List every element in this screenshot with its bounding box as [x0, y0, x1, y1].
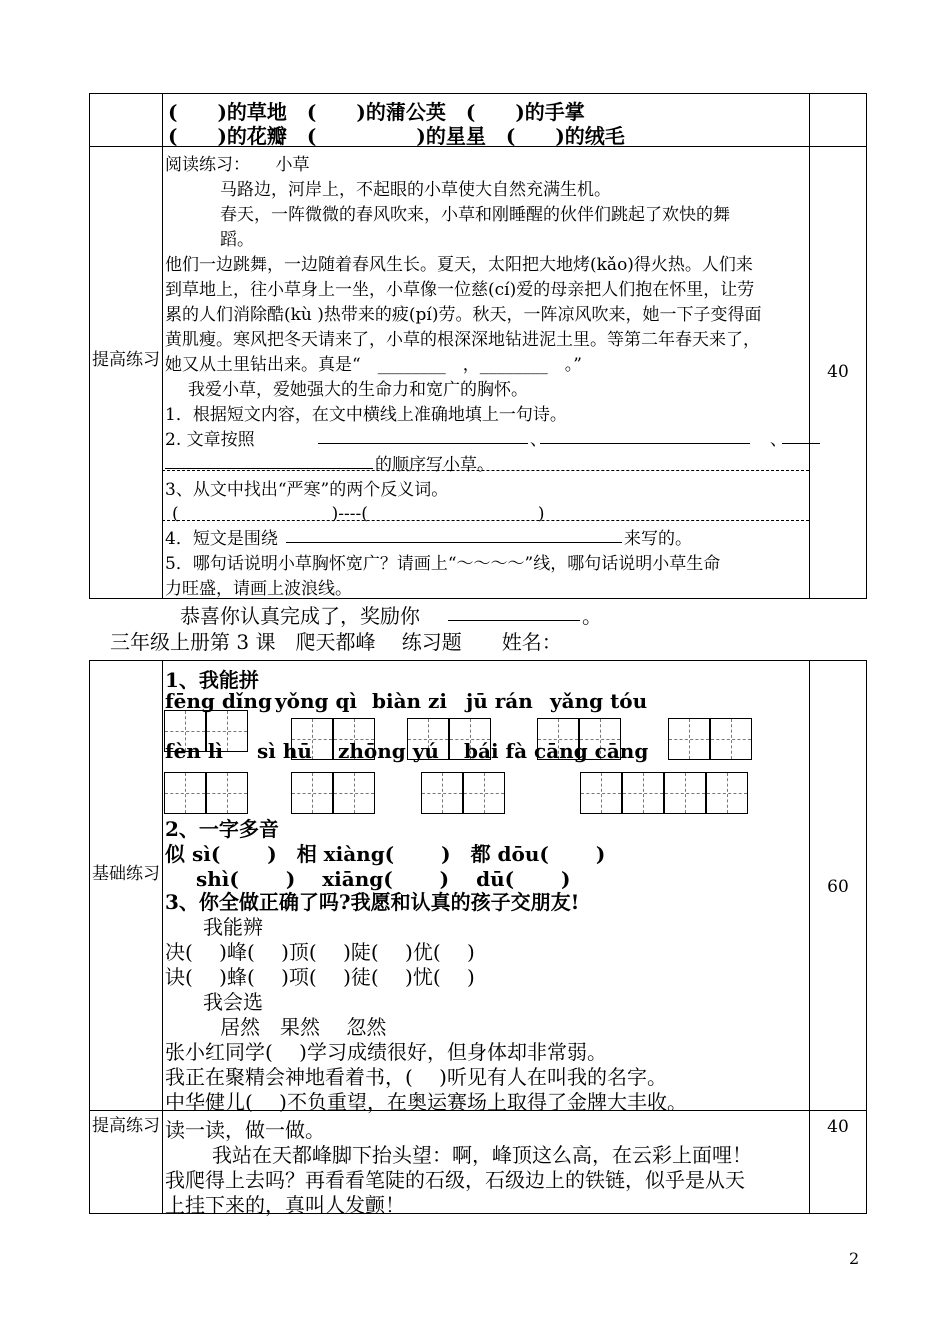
score-value: 40 — [827, 1117, 849, 1137]
writing-box[interactable] — [333, 772, 375, 814]
reading-passage: 我站在天都峰脚下抬头望：啊，峰顶这么高，在云彩上面哩！ — [212, 1143, 752, 1167]
divider — [162, 520, 809, 522]
page-number: 2 — [849, 1249, 860, 1268]
reading-passage: 上挂下来的，真叫人发颤！ — [165, 1193, 405, 1217]
writing-box[interactable] — [622, 772, 664, 814]
polyphone-row: 似 sì( ) 相 xiàng( ) 都 dōu( ) — [165, 842, 606, 866]
passage-paragraph: 马路边，河岸上，不起眼的小草使大自然充满生机。 — [220, 180, 611, 200]
question-2-suffix: 的顺序写小草。 — [375, 455, 494, 475]
lesson-title: 三年级上册第 3 课 爬天都峰 练习题 姓名： — [110, 630, 562, 654]
question-4-prefix: 4．短文是围绕 — [165, 529, 278, 549]
answer-blank[interactable] — [165, 450, 373, 469]
pinyin-item: yǒng qì — [275, 689, 358, 713]
pinyin-item: fèn lì — [165, 739, 224, 763]
passage-paragraph: 春天，一阵微微的春风吹来，小草和刚睡醒的伙伴们跳起了欢快的舞 — [220, 205, 730, 225]
writing-box[interactable] — [580, 772, 622, 814]
row-label-advanced: 提高练习 — [92, 350, 160, 370]
question-2-prefix: 2. 文章按照 — [165, 430, 255, 450]
question-1: 1．根据短文内容，在文中横线上准确地填上一句诗。 — [165, 405, 567, 425]
writing-box[interactable] — [164, 772, 206, 814]
writing-box[interactable] — [291, 772, 333, 814]
writing-box[interactable] — [668, 718, 710, 760]
adjective-fill-line-1: ( )的草地 ( )的蒲公英 ( )的手掌 — [168, 100, 585, 124]
writing-box[interactable] — [664, 772, 706, 814]
passage-paragraph: 到草地上，往小草身上一坐，小草像一位慈(cí)爱的母亲把人们抱在怀里，让劳 — [165, 280, 755, 300]
separator: 、 — [530, 430, 547, 450]
pinyin-item: fēng dǐng — [165, 689, 272, 713]
row-label-advanced: 提高练习 — [92, 1116, 160, 1136]
writing-box[interactable] — [206, 772, 248, 814]
pinyin-item: yǎng tóu — [550, 689, 648, 713]
choice-sentence: 中华健儿( )不负重望，在奥运赛场上取得了金牌大丰收。 — [165, 1090, 687, 1114]
pinyin-item: jū rán — [466, 689, 533, 713]
answer-blank[interactable] — [318, 425, 528, 444]
congrats-text: 恭喜你认真完成了，奖励你 — [180, 604, 420, 628]
reading-passage: 我爬得上去吗？再看看笔陡的石级，石级边上的铁链，似乎是从天 — [165, 1168, 745, 1192]
question-3-blank[interactable]: ( )----( ) — [172, 504, 545, 524]
distinguish-row: 决( )峰( )顶( )陡( )优( ) — [165, 940, 475, 964]
choice-words: 居然 果然 忽然 — [220, 1015, 387, 1039]
passage-paragraph: 黄肌瘦。寒风把冬天请来了，小草的根深深地钻进泥土里。等第二年春天来了， — [165, 330, 760, 350]
answer-blank[interactable] — [286, 524, 622, 543]
reading-task-title: 读一读，做一做。 — [165, 1118, 325, 1142]
pinyin-item: sì hū — [257, 739, 312, 763]
separator: 、 — [770, 430, 787, 450]
writing-box[interactable] — [463, 772, 505, 814]
writing-box[interactable] — [710, 718, 752, 760]
adjective-fill-line-2: ( )的花瓣 ( )的星星 ( )的绒毛 — [168, 124, 625, 148]
section-2-title: 2、一字多音 — [165, 817, 279, 841]
question-3: 3、从文中找出“严寒”的两个反义词。 — [165, 480, 449, 500]
reading-heading: 阅读练习： 小草 — [165, 155, 310, 175]
answer-blank[interactable] — [540, 425, 750, 444]
score-value: 60 — [827, 877, 849, 897]
divider — [162, 470, 809, 472]
distinguish-title: 我能辨 — [203, 915, 263, 939]
passage-paragraph: 她又从土里钻出来。真是“ ________ ，________ 。” — [165, 355, 582, 375]
pinyin-item: biàn zi — [372, 689, 447, 713]
distinguish-row: 诀( )蜂( )项( )徒( )忧( ) — [165, 965, 475, 989]
pinyin-item: bái fà cāng cāng — [464, 739, 649, 763]
polyphone-row: shì( ) xiāng( ) dū( ) — [196, 867, 571, 891]
row-label-basic: 基础练习 — [92, 864, 160, 884]
question-5: 力旺盛，请画上波浪线。 — [165, 579, 352, 599]
choose-title: 我会选 — [203, 990, 263, 1014]
passage-paragraph: 我爱小草，爱她强大的生命力和宽广的胸怀。 — [188, 380, 528, 400]
answer-blank[interactable] — [782, 425, 820, 444]
section-3-title: 3、你全做正确了吗?我愿和认真的孩子交朋友! — [165, 890, 580, 914]
question-4-suffix: 来写的。 — [624, 529, 692, 549]
choice-sentence: 我正在聚精会神地看着书，( )听见有人在叫我的名字。 — [165, 1065, 667, 1089]
reward-blank[interactable] — [448, 602, 580, 621]
score-value: 40 — [827, 362, 849, 382]
passage-paragraph: 累的人们消除酷(kù )热带来的疲(pí)劳。秋天，一阵凉风吹来，她一下子变得面 — [165, 305, 762, 325]
question-5: 5．哪句话说明小草胸怀宽广？请画上“～～～～”线，哪句话说明小草生命 — [165, 554, 721, 574]
passage-paragraph: 蹈。 — [220, 230, 254, 250]
pinyin-item: zhōng yú — [338, 739, 439, 763]
choice-sentence: 张小红同学( )学习成绩很好，但身体却非常弱。 — [165, 1040, 607, 1064]
passage-paragraph: 他们一边跳舞，一边随着春风生长。夏天，太阳把大地烤(kǎo)得火热。人们来 — [165, 255, 753, 275]
section-1-title: 1、我能拼 — [165, 668, 259, 692]
congrats-end: 。 — [582, 604, 602, 628]
writing-box[interactable] — [421, 772, 463, 814]
writing-box[interactable] — [706, 772, 748, 814]
